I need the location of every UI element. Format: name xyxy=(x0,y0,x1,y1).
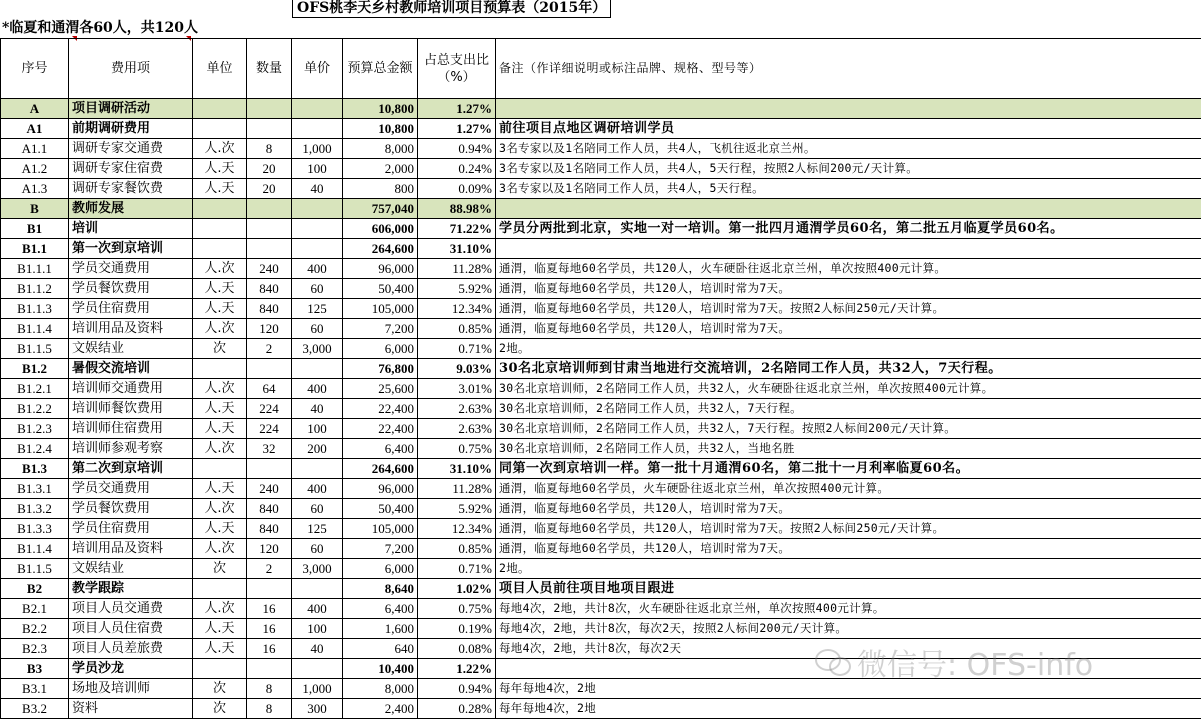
cell-note[interactable]: 学员分两批到北京，实地一对一培训。第一批四月通渭学员60名，第二批五月临夏学员60名。 xyxy=(496,219,1201,239)
cell-note[interactable]: 通渭，临夏每地60名学员，共120人，培训时常为7天。按照2人标间250元/天计算。 xyxy=(496,299,1201,319)
header-pct[interactable]: 占总支出比（%） xyxy=(418,39,496,99)
table-row xyxy=(1,339,1201,359)
cell-unit[interactable] xyxy=(193,359,247,379)
watermark-text: 微信号: OFS-info xyxy=(857,648,1094,683)
cell-item[interactable]: 培训师参观考察 xyxy=(69,439,193,459)
cell-pct[interactable]: 1.27% xyxy=(418,99,496,119)
table-row xyxy=(1,519,1201,539)
cell-total[interactable]: 50,400 xyxy=(343,499,418,519)
cell-unit[interactable]: 人.天 xyxy=(193,619,247,639)
cell-pct[interactable]: 0.94% xyxy=(418,679,496,699)
table-row xyxy=(1,419,1201,439)
cell-total[interactable]: 800 xyxy=(343,179,418,199)
cell-no[interactable]: B1.1.1 xyxy=(1,259,69,279)
cell-note[interactable]: 通渭，临夏每地60名学员，共120人，培训时常为7天。按照2人标间250元/天计算。 xyxy=(496,519,1201,539)
cell-pct[interactable]: 0.75% xyxy=(418,439,496,459)
cell-note[interactable]: 3名专家以及1名陪同工作人员，共4人，5天行程。 xyxy=(496,179,1201,199)
cell-pct[interactable]: 11.28% xyxy=(418,259,496,279)
cell-note[interactable] xyxy=(496,199,1201,219)
table-row xyxy=(1,119,1201,139)
cell-item[interactable]: 场地及培训师 xyxy=(69,679,193,699)
cell-qty[interactable] xyxy=(247,239,292,259)
header-price[interactable]: 单价 xyxy=(292,39,343,99)
cell-no[interactable]: B1.1.5 xyxy=(1,559,69,579)
cell-item[interactable]: 培训 xyxy=(69,219,193,239)
cell-note[interactable]: 通渭，临夏每地60名学员，共120人，培训时常为7天。 xyxy=(496,499,1201,519)
cell-item[interactable]: 文娱结业 xyxy=(69,339,193,359)
header-note[interactable]: 备注（作详细说明或标注品牌、规格、型号等） xyxy=(496,39,1201,99)
cell-no[interactable]: B2.2 xyxy=(1,619,69,639)
cell-total[interactable]: 2,400 xyxy=(343,699,418,719)
cell-qty[interactable]: 20 xyxy=(247,159,292,179)
cell-total[interactable]: 105,000 xyxy=(343,519,418,539)
table-row xyxy=(1,159,1201,179)
cell-no[interactable]: B1.1.2 xyxy=(1,279,69,299)
table-row xyxy=(1,359,1201,379)
cell-price[interactable]: 60 xyxy=(292,279,343,299)
cell-total[interactable]: 7,200 xyxy=(343,539,418,559)
cell-total[interactable]: 22,400 xyxy=(343,419,418,439)
cell-unit[interactable]: 人.天 xyxy=(193,419,247,439)
cell-pct[interactable]: 1.02% xyxy=(418,579,496,599)
cell-unit[interactable]: 次 xyxy=(193,559,247,579)
cell-qty[interactable] xyxy=(247,119,292,139)
cell-no[interactable]: A1.1 xyxy=(1,139,69,159)
cell-qty[interactable]: 224 xyxy=(247,419,292,439)
cell-item[interactable]: 培训师住宿费用 xyxy=(69,419,193,439)
cell-note[interactable] xyxy=(496,99,1201,119)
cell-qty[interactable]: 2 xyxy=(247,559,292,579)
cell-price[interactable]: 60 xyxy=(292,499,343,519)
table-row xyxy=(1,259,1201,279)
cell-price[interactable]: 60 xyxy=(292,319,343,339)
cell-price[interactable]: 400 xyxy=(292,259,343,279)
sheet-title[interactable]: OFS桃李天乡村教师培训项目预算表（2015年） xyxy=(292,0,611,18)
cell-price[interactable] xyxy=(292,659,343,679)
cell-price[interactable]: 400 xyxy=(292,479,343,499)
cell-note[interactable]: 2地。 xyxy=(496,339,1201,359)
cell-qty[interactable]: 64 xyxy=(247,379,292,399)
cell-note[interactable]: 每年每地4次，2地 xyxy=(496,679,1201,699)
cell-total[interactable]: 6,000 xyxy=(343,559,418,579)
cell-qty[interactable]: 840 xyxy=(247,499,292,519)
cell-pct[interactable]: 0.24% xyxy=(418,159,496,179)
cell-price[interactable]: 40 xyxy=(292,399,343,419)
cell-note[interactable]: 30名北京培训师，2名陪同工作人员，共32人，火车硬卧往返北京兰州，单次按照400元计算。 xyxy=(496,379,1201,399)
cell-unit[interactable]: 人.天 xyxy=(193,179,247,199)
table-row xyxy=(1,599,1201,619)
cell-price[interactable] xyxy=(292,359,343,379)
cell-qty[interactable] xyxy=(247,359,292,379)
cell-total[interactable]: 1,600 xyxy=(343,619,418,639)
cell-unit[interactable]: 人.天 xyxy=(193,279,247,299)
cell-no[interactable]: A xyxy=(1,99,69,119)
cell-item[interactable]: 学员沙龙 xyxy=(69,659,193,679)
cell-unit[interactable]: 人.天 xyxy=(193,639,247,659)
title-row xyxy=(0,0,1201,18)
watermark xyxy=(815,640,1093,684)
table-row xyxy=(1,699,1201,719)
cell-no[interactable]: B1.3.1 xyxy=(1,479,69,499)
header-item[interactable]: 费用项 xyxy=(69,39,193,99)
cell-pct[interactable]: 0.75% xyxy=(418,599,496,619)
cell-unit[interactable] xyxy=(193,199,247,219)
cell-pct[interactable]: 88.98% xyxy=(418,199,496,219)
cell-note[interactable]: 30名北京培训师，2名陪同工作人员，共32人，7天行程。 xyxy=(496,399,1201,419)
cell-note[interactable]: 每地4次，2地，共计8次，每次2天，按照2人标间200元/天计算。 xyxy=(496,619,1201,639)
table-row xyxy=(1,199,1201,219)
cell-price[interactable]: 100 xyxy=(292,619,343,639)
cell-item[interactable]: 资料 xyxy=(69,699,193,719)
wechat-icon xyxy=(815,647,851,677)
cell-unit[interactable]: 次 xyxy=(193,339,247,359)
header-unit[interactable]: 单位 xyxy=(193,39,247,99)
cell-pct[interactable]: 2.63% xyxy=(418,399,496,419)
cell-item[interactable]: 暑假交流培训 xyxy=(69,359,193,379)
cell-unit[interactable]: 人.次 xyxy=(193,139,247,159)
cell-note[interactable]: 每地4次，2地，共计8次，火车硬卧往返北京兰州，单次按照400元计算。 xyxy=(496,599,1201,619)
cell-item[interactable]: 前期调研费用 xyxy=(69,119,193,139)
table-row xyxy=(1,139,1201,159)
cell-item[interactable]: 项目人员住宿费 xyxy=(69,619,193,639)
table-row xyxy=(1,619,1201,639)
cell-no[interactable]: B3.1 xyxy=(1,679,69,699)
cell-total[interactable]: 25,600 xyxy=(343,379,418,399)
cell-note[interactable]: 3名专家以及1名陪同工作人员，共4人，飞机往返北京兰州。 xyxy=(496,139,1201,159)
cell-no[interactable]: B1.1.4 xyxy=(1,539,69,559)
cell-unit[interactable] xyxy=(193,219,247,239)
cell-item[interactable]: 学员餐饮费用 xyxy=(69,499,193,519)
cell-no[interactable]: B1.2.2 xyxy=(1,399,69,419)
cell-pct[interactable]: 0.08% xyxy=(418,639,496,659)
cell-price[interactable] xyxy=(292,99,343,119)
cell-item[interactable]: 学员住宿费用 xyxy=(69,299,193,319)
cell-unit[interactable]: 人.次 xyxy=(193,379,247,399)
cell-no[interactable]: B1.1.5 xyxy=(1,339,69,359)
cell-price[interactable] xyxy=(292,239,343,259)
cell-qty[interactable]: 224 xyxy=(247,399,292,419)
cell-no[interactable]: B1.1 xyxy=(1,239,69,259)
cell-total[interactable]: 757,040 xyxy=(343,199,418,219)
cell-item[interactable]: 项目调研活动 xyxy=(69,99,193,119)
cell-unit[interactable]: 人.天 xyxy=(193,299,247,319)
cell-pct[interactable]: 5.92% xyxy=(418,499,496,519)
table-row xyxy=(1,179,1201,199)
cell-no[interactable]: B1.3.3 xyxy=(1,519,69,539)
cell-item[interactable]: 培训用品及资料 xyxy=(69,319,193,339)
cell-pct[interactable]: 71.22% xyxy=(418,219,496,239)
header-total[interactable]: 预算总金额 xyxy=(343,39,418,99)
sheet-subtitle[interactable]: *临夏和通渭各60人，共120人 xyxy=(2,20,199,36)
cell-no[interactable]: B2.1 xyxy=(1,599,69,619)
cell-unit[interactable]: 人.次 xyxy=(193,319,247,339)
cell-pct[interactable]: 12.34% xyxy=(418,519,496,539)
cell-pct[interactable]: 1.27% xyxy=(418,119,496,139)
cell-no[interactable]: A1 xyxy=(1,119,69,139)
cell-price[interactable]: 60 xyxy=(292,539,343,559)
cell-total[interactable]: 8,000 xyxy=(343,679,418,699)
cell-unit[interactable]: 人.天 xyxy=(193,479,247,499)
table-row xyxy=(1,439,1201,459)
table-row xyxy=(1,539,1201,559)
cell-qty[interactable]: 120 xyxy=(247,539,292,559)
cell-unit[interactable]: 人.次 xyxy=(193,599,247,619)
cell-pct[interactable]: 31.10% xyxy=(418,459,496,479)
table-row xyxy=(1,319,1201,339)
cell-no[interactable]: B1.2 xyxy=(1,359,69,379)
cell-pct[interactable]: 0.28% xyxy=(418,699,496,719)
table-row xyxy=(1,379,1201,399)
cell-price[interactable]: 3,000 xyxy=(292,559,343,579)
cell-item[interactable]: 学员交通费用 xyxy=(69,259,193,279)
cell-unit[interactable]: 人.次 xyxy=(193,499,247,519)
cell-pct[interactable]: 1.22% xyxy=(418,659,496,679)
cell-price[interactable]: 100 xyxy=(292,159,343,179)
cell-pct[interactable]: 3.01% xyxy=(418,379,496,399)
cell-item[interactable]: 教师发展 xyxy=(69,199,193,219)
cell-qty[interactable]: 16 xyxy=(247,639,292,659)
budget-table xyxy=(0,38,1201,719)
cell-unit[interactable]: 人.天 xyxy=(193,159,247,179)
cell-pct[interactable]: 0.71% xyxy=(418,559,496,579)
cell-price[interactable]: 3,000 xyxy=(292,339,343,359)
cell-price[interactable]: 400 xyxy=(292,599,343,619)
cell-no[interactable]: B3 xyxy=(1,659,69,679)
cell-pct[interactable]: 0.94% xyxy=(418,139,496,159)
cell-total[interactable]: 606,000 xyxy=(343,219,418,239)
cell-unit[interactable]: 人.天 xyxy=(193,399,247,419)
cell-unit[interactable]: 人.次 xyxy=(193,259,247,279)
cell-total[interactable]: 10,800 xyxy=(343,99,418,119)
cell-pct[interactable]: 9.03% xyxy=(418,359,496,379)
cell-price[interactable]: 125 xyxy=(292,299,343,319)
cell-note[interactable]: 同第一次到京培训一样。第一批十月通渭60名，第二批十一月利率临夏60名。 xyxy=(496,459,1201,479)
cell-item[interactable]: 调研专家交通费 xyxy=(69,139,193,159)
cell-no[interactable]: B xyxy=(1,199,69,219)
cell-note[interactable]: 每地4次，2地，共计8次，每次2天 xyxy=(496,639,1201,659)
cell-note[interactable]: 通渭，临夏每地60名学员，火车硬卧往返北京兰州，单次按照400元计算。 xyxy=(496,479,1201,499)
table-row xyxy=(1,219,1201,239)
cell-total[interactable]: 7,200 xyxy=(343,319,418,339)
cell-price[interactable]: 400 xyxy=(292,379,343,399)
cell-qty[interactable]: 8 xyxy=(247,699,292,719)
cell-qty[interactable] xyxy=(247,199,292,219)
cell-qty[interactable]: 840 xyxy=(247,299,292,319)
cell-unit[interactable]: 人.次 xyxy=(193,539,247,559)
cell-qty[interactable]: 840 xyxy=(247,279,292,299)
cell-no[interactable]: B1.1.4 xyxy=(1,319,69,339)
cell-price[interactable] xyxy=(292,119,343,139)
cell-item[interactable]: 学员住宿费用 xyxy=(69,519,193,539)
cell-qty[interactable]: 8 xyxy=(247,679,292,699)
cell-total[interactable]: 10,800 xyxy=(343,119,418,139)
cell-qty[interactable]: 32 xyxy=(247,439,292,459)
cell-item[interactable]: 培训用品及资料 xyxy=(69,539,193,559)
cell-pct[interactable]: 5.92% xyxy=(418,279,496,299)
cell-qty[interactable]: 120 xyxy=(247,319,292,339)
table-row xyxy=(1,499,1201,519)
cell-price[interactable]: 40 xyxy=(292,179,343,199)
cell-qty[interactable]: 16 xyxy=(247,619,292,639)
cell-price[interactable]: 1,000 xyxy=(292,679,343,699)
cell-pct[interactable]: 0.85% xyxy=(418,539,496,559)
cell-price[interactable]: 40 xyxy=(292,639,343,659)
cell-price[interactable] xyxy=(292,459,343,479)
cell-note[interactable]: 30名北京培训师到甘肃当地进行交流培训，2名陪同工作人员，共32人，7天行程。 xyxy=(496,359,1201,379)
cell-total[interactable]: 2,000 xyxy=(343,159,418,179)
cell-pct[interactable]: 31.10% xyxy=(418,239,496,259)
header-qty[interactable]: 数量 xyxy=(247,39,292,99)
cell-total[interactable]: 50,400 xyxy=(343,279,418,299)
cell-total[interactable]: 8,000 xyxy=(343,139,418,159)
cell-unit[interactable] xyxy=(193,99,247,119)
cell-note[interactable]: 项目人员前往项目地项目跟进 xyxy=(496,579,1201,599)
table-row xyxy=(1,479,1201,499)
cell-pct[interactable]: 0.09% xyxy=(418,179,496,199)
cell-qty[interactable] xyxy=(247,579,292,599)
cell-total[interactable]: 10,400 xyxy=(343,659,418,679)
cell-unit[interactable]: 人.次 xyxy=(193,439,247,459)
cell-note[interactable]: 通渭，临夏每地60名学员，共120人，培训时常为7天。 xyxy=(496,539,1201,559)
cell-total[interactable]: 22,400 xyxy=(343,399,418,419)
cell-item[interactable]: 教学跟踪 xyxy=(69,579,193,599)
table-row xyxy=(1,239,1201,259)
cell-total[interactable]: 8,640 xyxy=(343,579,418,599)
cell-item[interactable]: 调研专家餐饮费 xyxy=(69,179,193,199)
cell-item[interactable]: 项目人员交通费 xyxy=(69,599,193,619)
cell-total[interactable]: 105,000 xyxy=(343,299,418,319)
cell-unit[interactable] xyxy=(193,239,247,259)
cell-unit[interactable]: 次 xyxy=(193,699,247,719)
cell-price[interactable] xyxy=(292,199,343,219)
cell-total[interactable]: 6,000 xyxy=(343,339,418,359)
cell-qty[interactable] xyxy=(247,99,292,119)
cell-item[interactable]: 培训师交通费用 xyxy=(69,379,193,399)
cell-note[interactable]: 通渭，临夏每地60名学员，共120人，火车硬卧往返北京兰州，单次按照400元计算。 xyxy=(496,259,1201,279)
cell-no[interactable]: B1.2.1 xyxy=(1,379,69,399)
cell-no[interactable]: B1.3 xyxy=(1,459,69,479)
cell-unit[interactable]: 人.天 xyxy=(193,519,247,539)
cell-qty[interactable]: 20 xyxy=(247,179,292,199)
cell-unit[interactable] xyxy=(193,119,247,139)
cell-no[interactable]: B2.3 xyxy=(1,639,69,659)
cell-pct[interactable]: 0.85% xyxy=(418,319,496,339)
cell-item[interactable]: 第一次到京培训 xyxy=(69,239,193,259)
cell-no[interactable]: B1.2.3 xyxy=(1,419,69,439)
cell-unit[interactable]: 次 xyxy=(193,679,247,699)
table-row xyxy=(1,299,1201,319)
cell-total[interactable]: 264,600 xyxy=(343,459,418,479)
cell-item[interactable]: 文娱结业 xyxy=(69,559,193,579)
cell-total[interactable]: 96,000 xyxy=(343,259,418,279)
cell-qty[interactable]: 840 xyxy=(247,519,292,539)
header-no[interactable]: 序号 xyxy=(1,39,69,99)
cell-note[interactable]: 3名专家以及1名陪同工作人员，共4人，5天行程，按照2人标间200元/天计算。 xyxy=(496,159,1201,179)
cell-price[interactable]: 200 xyxy=(292,439,343,459)
cell-price[interactable]: 125 xyxy=(292,519,343,539)
cell-no[interactable]: B1 xyxy=(1,219,69,239)
cell-item[interactable]: 培训师餐饮费用 xyxy=(69,399,193,419)
cell-no[interactable]: B1.2.4 xyxy=(1,439,69,459)
cell-total[interactable]: 76,800 xyxy=(343,359,418,379)
cell-note[interactable]: 通渭，临夏每地60名学员，共120人，培训时常为7天。 xyxy=(496,319,1201,339)
cell-qty[interactable]: 16 xyxy=(247,599,292,619)
cell-note[interactable] xyxy=(496,239,1201,259)
cell-qty[interactable] xyxy=(247,459,292,479)
cell-item[interactable]: 学员餐饮费用 xyxy=(69,279,193,299)
cell-no[interactable]: B3.2 xyxy=(1,699,69,719)
cell-unit[interactable] xyxy=(193,459,247,479)
cell-note[interactable]: 前往项目点地区调研培训学员 xyxy=(496,119,1201,139)
cell-qty[interactable]: 240 xyxy=(247,259,292,279)
cell-note[interactable]: 30名北京培训师，2名陪同工作人员，共32人，7天行程。按照2人标间200元/天计算。 xyxy=(496,419,1201,439)
cell-note[interactable]: 30名北京培训师，2名陪同工作人员，共32人，当地名胜 xyxy=(496,439,1201,459)
cell-item[interactable]: 项目人员差旅费 xyxy=(69,639,193,659)
cell-pct[interactable]: 12.34% xyxy=(418,299,496,319)
cell-qty[interactable] xyxy=(247,219,292,239)
cell-pct[interactable]: 0.71% xyxy=(418,339,496,359)
cell-total[interactable]: 6,400 xyxy=(343,439,418,459)
cell-pct[interactable]: 0.19% xyxy=(418,619,496,639)
table-row xyxy=(1,399,1201,419)
cell-item[interactable]: 调研专家住宿费 xyxy=(69,159,193,179)
cell-no[interactable]: B1.3.2 xyxy=(1,499,69,519)
table-row xyxy=(1,559,1201,579)
cell-price[interactable]: 300 xyxy=(292,699,343,719)
cell-no[interactable]: A1.2 xyxy=(1,159,69,179)
cell-no[interactable]: A1.3 xyxy=(1,179,69,199)
cell-qty[interactable]: 240 xyxy=(247,479,292,499)
cell-pct[interactable]: 11.28% xyxy=(418,479,496,499)
cell-qty[interactable]: 8 xyxy=(247,139,292,159)
cell-qty[interactable] xyxy=(247,659,292,679)
cell-total[interactable]: 264,600 xyxy=(343,239,418,259)
cell-no[interactable]: B1.1.3 xyxy=(1,299,69,319)
table-row xyxy=(1,579,1201,599)
cell-price[interactable] xyxy=(292,219,343,239)
cell-unit[interactable] xyxy=(193,579,247,599)
cell-item[interactable]: 第二次到京培训 xyxy=(69,459,193,479)
table-row xyxy=(1,279,1201,299)
cell-price[interactable]: 1,000 xyxy=(292,139,343,159)
table-row xyxy=(1,459,1201,479)
cell-unit[interactable] xyxy=(193,659,247,679)
cell-price[interactable] xyxy=(292,579,343,599)
header-row xyxy=(1,39,1201,99)
cell-total[interactable]: 6,400 xyxy=(343,599,418,619)
cell-price[interactable]: 100 xyxy=(292,419,343,439)
cell-note[interactable]: 通渭，临夏每地60名学员，共120人，培训时常为7天。 xyxy=(496,279,1201,299)
cell-total[interactable]: 96,000 xyxy=(343,479,418,499)
cell-no[interactable]: B2 xyxy=(1,579,69,599)
cell-item[interactable]: 学员交通费用 xyxy=(69,479,193,499)
cell-pct[interactable]: 2.63% xyxy=(418,419,496,439)
cell-note[interactable]: 每年每地4次，2地 xyxy=(496,699,1201,719)
cell-qty[interactable]: 2 xyxy=(247,339,292,359)
cell-total[interactable]: 640 xyxy=(343,639,418,659)
table-row xyxy=(1,99,1201,119)
cell-note[interactable]: 2地。 xyxy=(496,559,1201,579)
